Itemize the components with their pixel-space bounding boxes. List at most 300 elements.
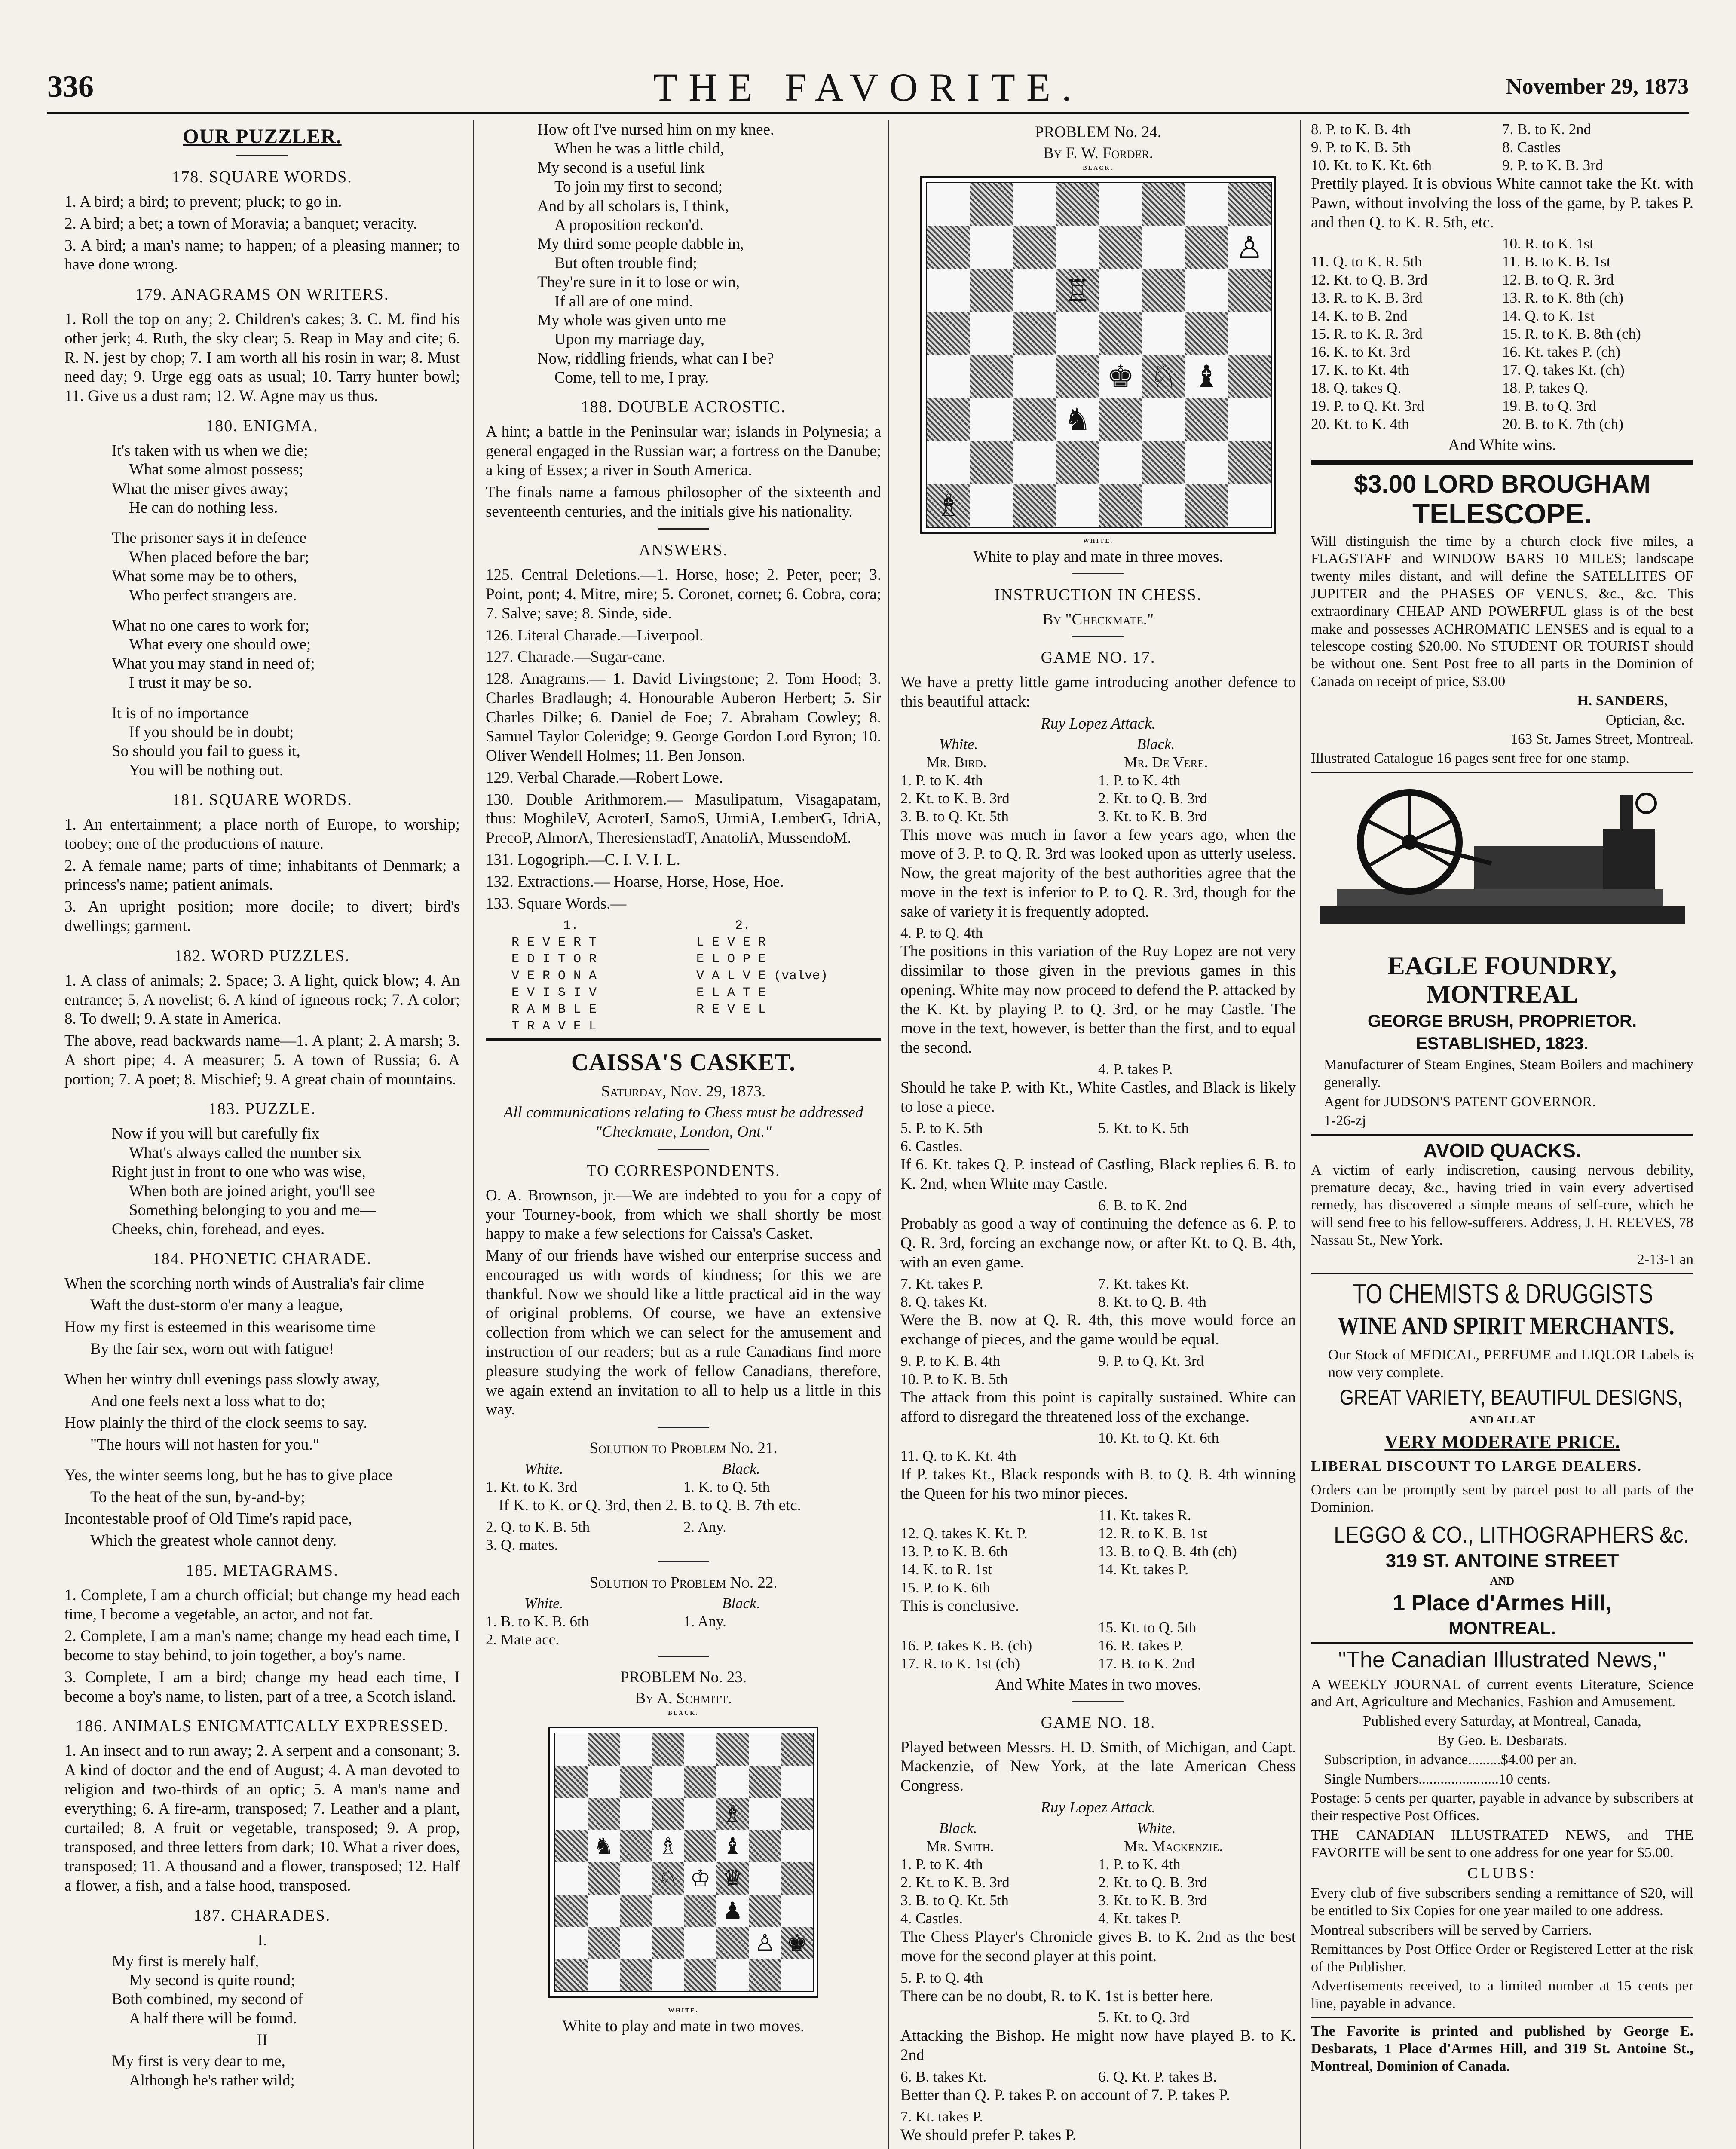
move-row xyxy=(486,1613,881,1631)
verse-line: Right just in front to one who was wise, xyxy=(112,1163,366,1181)
board-square xyxy=(1228,226,1271,269)
move-row xyxy=(900,1506,1296,1525)
answer-item: 128. Anagrams.— 1. David Livingstone; 2. Tom Hood; 3. Charles Bradlaugh; 4. Honourable Auberon Herbert; 5. Sir Charles Dilke; 6. Daniel de Foe; 7. Abraham Cowley; 8. Samuel Taylor Coleridge; 9. George Gordon Lord Byron; 10. Oliver Wendell Holmes; 11. Ben Jonson. xyxy=(486,670,881,765)
chess-board xyxy=(554,1733,814,1992)
verse-line: Now if you will but carefully fix xyxy=(112,1125,319,1143)
board-square xyxy=(1056,226,1099,269)
verse-line: What some almost possess; xyxy=(129,461,303,479)
white-move: 14. K. to B. 2nd xyxy=(1311,307,1408,324)
verse-line: Upon my marriage day, xyxy=(554,331,704,349)
black-move: 4. P. takes P. xyxy=(1098,1060,1173,1078)
white-move: 10. P. to K. B. 5th xyxy=(900,1370,1008,1387)
white-move: 8. P. to K. B. 4th xyxy=(1311,121,1411,138)
board-square xyxy=(1013,269,1056,312)
white-move: 8. Q. takes Kt. xyxy=(900,1293,988,1310)
board-square xyxy=(1099,355,1142,398)
ad-line: THE CANADIAN ILLUSTRATED NEWS, and THE FAVORITE will be sent to one address for one year for $5.00. xyxy=(1311,1827,1693,1861)
move-row xyxy=(900,1119,1296,1137)
divider xyxy=(658,1427,709,1428)
white-move: 1. B. to K. B. 6th xyxy=(486,1613,589,1630)
black-move: 17. B. to K. 2nd xyxy=(1098,1655,1195,1672)
white-move: 2. Kt. to K. B. 3rd xyxy=(900,790,1010,807)
board-square xyxy=(716,1766,749,1798)
black-move: 11. B. to K. B. 1st xyxy=(1502,253,1611,270)
divider xyxy=(1072,636,1124,637)
move-row xyxy=(900,1969,1296,1987)
black-move: 6. Q. Kt. P. takes B. xyxy=(1098,2068,1217,2085)
black-move: 13. B. to Q. B. 4th (ch) xyxy=(1098,1543,1237,1560)
board-square xyxy=(749,1862,781,1895)
move-row xyxy=(900,2008,1296,2027)
white-move: 5. P. to K. 5th xyxy=(900,1120,983,1137)
verse-line: My first is very dear to me, xyxy=(112,2052,285,2070)
board-square xyxy=(781,1766,813,1798)
ad-line: AND ALL AT xyxy=(1469,1414,1535,1427)
verse-line: When the scorching north winds of Australia's fair clime xyxy=(64,1274,424,1292)
black-move: 14. Kt. takes P. xyxy=(1098,1561,1188,1578)
chess-section-title: CAISSA'S CASKET. xyxy=(486,1038,881,1076)
board-square xyxy=(781,1895,813,1927)
verse-line: Which the greatest whole cannot deny. xyxy=(90,1532,337,1550)
correspondence-text: Many of our friends have wished our enterprise success and encouraged us with words of kindness; for this we are thankful. Now we should like a little practical aid in the way of original problems. Of course, we have an extensive collection from which we can select for the amusement and instruction of our readers; but as a rule Canadians find more pleasure studying the work of fellow Canadians, therefore, we again extend an invitation to all to help us a little in this way. xyxy=(486,1247,881,1419)
board-square xyxy=(684,1959,716,1991)
problem-title: PROBLEM No. 24. xyxy=(1035,123,1161,141)
verse-line: How plainly the third of the clock seems to say. xyxy=(64,1414,367,1432)
board-square xyxy=(1142,312,1185,355)
black-move: 20. B. to K. 7th (ch) xyxy=(1502,416,1623,433)
game-head xyxy=(900,735,1296,753)
verse-line: My second is quite round; xyxy=(129,1971,295,1989)
black-player: Mr. De Vere. xyxy=(1124,753,1208,771)
move-row xyxy=(1311,138,1693,156)
answer-item: 126. Literal Charade.—Liverpool. xyxy=(486,626,704,644)
board-square xyxy=(652,1927,684,1959)
chess-diagram-23 xyxy=(548,1727,818,1998)
verse-line: They're sure in it to lose or win, xyxy=(537,273,740,291)
ad-body: Manufacturer of Steam Engines, Steam Boilers and machinery generally. xyxy=(1324,1057,1693,1090)
ad-agent: Agent for JUDSON'S PATENT GOVERNOR. xyxy=(1324,1093,1596,1110)
black-move: 14. Q. to K. 1st xyxy=(1502,307,1595,324)
white-label: WHITE. xyxy=(1083,538,1114,545)
white-move: 13. R. to K. B. 3rd xyxy=(1311,289,1423,306)
square-row: R E V E L xyxy=(696,1002,766,1017)
square-row: E L A T E xyxy=(696,986,766,1001)
verse-line: If all are of one mind. xyxy=(554,292,693,310)
board-square xyxy=(1013,183,1056,226)
black-move: 15. R. to K. B. 8th (ch) xyxy=(1502,325,1641,343)
board-square xyxy=(781,1830,813,1862)
board-square xyxy=(1185,441,1228,484)
board-square xyxy=(1228,398,1271,441)
board-square xyxy=(1228,269,1271,312)
board-square xyxy=(1099,312,1142,355)
problem-title: PROBLEM No. 23. xyxy=(620,1668,747,1686)
move-row xyxy=(900,1561,1296,1579)
white-move: 2. Q. to K. B. 5th xyxy=(486,1518,590,1535)
board-square xyxy=(927,484,970,527)
answers-title: ANSWERS. xyxy=(639,541,728,560)
verse-line: "The hours will not hasten for you." xyxy=(90,1436,319,1454)
verse-line: He can do nothing less. xyxy=(129,499,278,517)
divider xyxy=(1072,1701,1124,1702)
board-square xyxy=(684,1895,716,1927)
verse xyxy=(64,1952,460,2029)
board-square xyxy=(927,312,970,355)
problem-author: By A. Schmitt. xyxy=(635,1689,732,1707)
ad-quacks xyxy=(1311,1140,1693,1268)
black-move: 10. Kt. to Q. Kt. 6th xyxy=(1098,1430,1219,1447)
board-square xyxy=(652,1830,684,1862)
board-square xyxy=(1099,398,1142,441)
ad-address: 163 St. James Street, Montreal. xyxy=(1510,731,1693,747)
puzzle-title: 182. WORD PUZZLES. xyxy=(174,946,350,965)
verse-line: To the heat of the sun, by-and-by; xyxy=(90,1488,305,1506)
move-row xyxy=(1311,397,1693,415)
game-players xyxy=(900,1837,1296,1855)
annotation: Attacking the Bishop. He might now have played B. to K. 2nd xyxy=(900,2027,1296,2064)
board-square xyxy=(652,1798,684,1830)
white-move: 19. P. to Q. Kt. 3rd xyxy=(1311,398,1424,415)
answer-item: 129. Verbal Charade.—Robert Lowe. xyxy=(486,768,723,787)
black-move: 2. Kt. to Q. B. 3rd xyxy=(1098,790,1207,807)
board-square xyxy=(588,1798,620,1830)
black-move: 15. Kt. to Q. 5th xyxy=(1098,1619,1197,1636)
white-move: 17. R. to K. 1st (ch) xyxy=(900,1655,1020,1672)
board-square xyxy=(1142,269,1185,312)
board-square xyxy=(970,183,1013,226)
ad-line: AND xyxy=(1490,1574,1515,1587)
divider xyxy=(658,1561,709,1562)
chess-piece-icon: ♛ xyxy=(722,1864,743,1892)
column-rule xyxy=(1300,120,1301,2149)
board-square xyxy=(781,1798,813,1830)
board-square xyxy=(1228,183,1271,226)
black-move: 12. R. to K. B. 1st xyxy=(1098,1525,1207,1542)
board-square xyxy=(588,1830,620,1862)
divider xyxy=(658,1656,709,1657)
board-square xyxy=(620,1895,652,1927)
puzzle-item: 1. A bird; a bird; to prevent; pluck; to go in. xyxy=(64,193,342,211)
white-move: 3. B. to Q. Kt. 5th xyxy=(900,808,1009,825)
problem-caption: White to play and mate in two moves. xyxy=(562,2017,805,2035)
square-row: L E V E R xyxy=(696,935,766,950)
white-move: 12. Q. takes K. Kt. P. xyxy=(900,1525,1028,1542)
ad-title: WINE AND SPIRIT MERCHANTS. xyxy=(1338,1312,1675,1340)
column-advertisements xyxy=(1311,120,1693,2149)
black-move: 2. Kt. to Q. B. 3rd xyxy=(1098,1873,1207,1891)
white-move: 2. Mate acc. xyxy=(486,1631,560,1648)
move-row xyxy=(900,1293,1296,1311)
verse-line: I trust it may be so. xyxy=(129,674,252,692)
white-move: 18. Q. takes Q. xyxy=(1311,380,1401,397)
verse-line: It's taken with us when we die; xyxy=(112,441,308,459)
game-result: And White wins. xyxy=(1448,436,1556,454)
part-number: I. xyxy=(257,1931,267,1949)
black-move xyxy=(1098,1370,1296,1388)
verse-line: When he was a little child, xyxy=(554,140,724,158)
verse-line: So should you fail to guess it, xyxy=(112,742,300,760)
board-square xyxy=(1099,226,1142,269)
black-move: 19. B. to Q. 3rd xyxy=(1502,398,1596,415)
black-label: Black. xyxy=(722,1595,760,1612)
board-square xyxy=(970,441,1013,484)
move-row xyxy=(1311,361,1693,379)
ad-line: Subscription, in advance.........$4.00 per an. xyxy=(1324,1751,1577,1768)
black-move: 7. Kt. takes Kt. xyxy=(1098,1275,1189,1292)
move-row xyxy=(900,1855,1296,1873)
column-puzzler xyxy=(64,120,460,2149)
annotation: If P. takes Kt., Black responds with B. to Q. B. 4th winning the Queen for his two minor pieces. xyxy=(900,1466,1296,1503)
move-row xyxy=(1311,307,1693,325)
instruction-title: INSTRUCTION IN CHESS. xyxy=(994,586,1202,604)
board-square xyxy=(781,1959,813,1991)
game-result: And White Mates in two moves. xyxy=(995,1675,1202,1693)
move-row xyxy=(1311,379,1693,397)
solution-title: Solution to Problem No. 21. xyxy=(589,1439,778,1457)
white-move xyxy=(900,1506,1098,1525)
move-row xyxy=(900,771,1296,790)
white-move xyxy=(900,1429,1098,1447)
puzzle-title: 187. CHARADES. xyxy=(193,1906,331,1925)
ad-title: TELESCOPE. xyxy=(1412,498,1592,530)
square-row: E L O P E xyxy=(696,952,766,967)
ad-telescope xyxy=(1311,471,1693,768)
move-row xyxy=(900,1873,1296,1892)
move-row xyxy=(900,2068,1296,2086)
problem-author: By F. W. Forder. xyxy=(1043,144,1154,162)
board-square xyxy=(749,1798,781,1830)
move-row xyxy=(900,1525,1296,1543)
verse-line: What the miser gives away; xyxy=(112,480,288,498)
board-square xyxy=(927,398,970,441)
verse-line: What no one cares to work for; xyxy=(112,617,310,635)
board-square xyxy=(1185,312,1228,355)
white-move: 16. K. to Kt. 3rd xyxy=(1311,343,1410,361)
game-head xyxy=(900,1819,1296,1837)
square-2: 2. L E V E R E L O P E V A L V E (valve) E L A T E R E V E L xyxy=(696,918,881,1035)
game-intro: We have a pretty little game introducing another defence to this beautiful attack: xyxy=(900,673,1296,710)
ad-title: $3.00 LORD BROUGHAM xyxy=(1354,470,1650,499)
puzzle-title: 186. ANIMALS ENIGMATICALLY EXPRESSED. xyxy=(76,1717,449,1736)
board-square xyxy=(555,1959,588,1991)
white-move: 1. P. to K. 4th xyxy=(900,1855,983,1873)
board-square xyxy=(1142,398,1185,441)
board-square xyxy=(1099,269,1142,312)
verse-line: My first is merely half, xyxy=(112,1952,259,1970)
move-list xyxy=(900,1352,1296,1388)
black-label: Black. xyxy=(722,1460,760,1478)
page-title: THE FAVORITE. xyxy=(653,65,1083,109)
correspondence-text: O. A. Brownson, jr.—We are indebted to you for a copy of your Tourney-book, from which we shall shortly be most happy to make a few selections for Caissa's Casket. xyxy=(486,1186,881,1243)
board-square xyxy=(716,1927,749,1959)
verse-line: When both are joined aright, you'll see xyxy=(129,1182,375,1200)
black-label: BLACK. xyxy=(1083,165,1114,171)
divider xyxy=(1072,573,1124,574)
correspondents-title: TO CORRESPONDENTS. xyxy=(586,1161,781,1180)
puzzle-item: The above, read backwards name—1. A plant; 2. A marsh; 3. A short pipe; 4. A measurer; 5. A town of Russia; 6. A portion; 7. A poet; 8. Mischief; 9. A great chain of mountains. xyxy=(64,1032,460,1088)
board-square xyxy=(1185,484,1228,527)
puzzle-title: 178. SQUARE WORDS. xyxy=(172,168,352,186)
board-square xyxy=(1013,312,1056,355)
ad-line: LEGGO & CO., LITHOGRAPHERS &c. xyxy=(1334,1522,1689,1548)
chess-piece-icon: ♞ xyxy=(593,1832,614,1860)
puzzle-title: 180. ENIGMA. xyxy=(206,416,318,435)
black-move: 3. Kt. to K. B. 3rd xyxy=(1098,1892,1207,1909)
chess-piece-icon: ♗ xyxy=(934,487,963,523)
board-square xyxy=(588,1959,620,1991)
ad-divider xyxy=(1311,1273,1693,1274)
board-square xyxy=(716,1830,749,1862)
masthead xyxy=(47,64,1689,114)
puzzle-title: 179. ANAGRAMS ON WRITERS. xyxy=(135,285,389,304)
annotation: The Chess Player's Chronicle gives B. to K. 2nd as the best move for the second player at this point. xyxy=(900,1928,1296,1965)
board-square xyxy=(927,183,970,226)
verse-line: Cheeks, chin, forehead, and eyes. xyxy=(112,1220,325,1238)
board-square xyxy=(1056,312,1099,355)
problem-caption: White to play and mate in three moves. xyxy=(973,548,1223,566)
ad-line: LIBERAL DISCOUNT TO LARGE DEALERS. xyxy=(1311,1458,1642,1474)
chess-piece-icon: ♔ xyxy=(690,1864,711,1892)
imprint: The Favorite is printed and published by George E. Desbarats, 1 Place d'Armes Hill, and 319 St. Antoine St., Montreal, Dominion of Canada. xyxy=(1311,2023,1693,2074)
annotation: Better than Q. P. takes P. on account of 7. P. takes P. xyxy=(900,2086,1230,2104)
ad-line: VERY MODERATE PRICE. xyxy=(1384,1431,1620,1453)
white-move: 4. Castles. xyxy=(900,1910,963,1927)
move-row xyxy=(1311,271,1693,289)
move-list xyxy=(900,1619,1296,1673)
board-square xyxy=(781,1862,813,1895)
verse-line: Waft the dust-storm o'er many a league, xyxy=(90,1296,343,1314)
ad-line: Advertisements received, to a limited number at 15 cents per line, payable in advance. xyxy=(1311,1978,1693,2012)
white-move: 17. K. to Kt. 4th xyxy=(1311,361,1409,379)
board-square xyxy=(1056,441,1099,484)
board-square xyxy=(555,1798,588,1830)
board-square xyxy=(1142,183,1185,226)
board-square xyxy=(1056,183,1099,226)
annotation: We should prefer P. takes P. xyxy=(900,2126,1077,2144)
white-move: 2. Kt. to K. B. 3rd xyxy=(900,1873,1010,1891)
board-square xyxy=(1185,183,1228,226)
first-label: Black. xyxy=(939,1819,977,1837)
white-label: White. xyxy=(939,735,978,753)
white-move: 11. Q. to K. Kt. 4th xyxy=(900,1448,1016,1465)
board-square xyxy=(927,441,970,484)
board-square xyxy=(684,1862,716,1895)
verse-line: How oft I've nursed him on my knee. xyxy=(537,121,775,138)
chess-piece-icon: ♙ xyxy=(1235,230,1264,266)
ad-line: Montreal subscribers will be served by Carriers. xyxy=(1311,1922,1592,1938)
chess-piece-icon: ♚ xyxy=(1106,358,1135,395)
puzzle-title: 181. SQUARE WORDS. xyxy=(172,791,352,809)
column-chess-games xyxy=(900,120,1296,2149)
verse-line: My second is a useful link xyxy=(537,159,705,177)
move-row xyxy=(900,1619,1296,1637)
board-square xyxy=(620,1830,652,1862)
white-move: 14. K. to R. 1st xyxy=(900,1561,992,1578)
board-square xyxy=(684,1733,716,1766)
square-row: V A L V E (valve) xyxy=(696,969,828,984)
ad-line: Remittances by Post Office Order or Registered Letter at the risk of the Publisher. xyxy=(1311,1941,1693,1975)
chess-piece-icon: ♝ xyxy=(722,1832,743,1860)
white-move: 3. Q. mates. xyxy=(486,1536,558,1553)
verse-line: You will be nothing out. xyxy=(129,761,284,779)
chess-piece-icon: ♟ xyxy=(722,1897,743,1924)
puzzle-item: 1. Complete, I am a church official; but change my head each time, I become a vegetable, an actor, and not fat. xyxy=(64,1586,460,1623)
ad-line: 1 Place d'Armes Hill, xyxy=(1393,1590,1612,1616)
verse-line: What you may stand in need of; xyxy=(112,655,315,673)
annotation: There can be no doubt, R. to K. 1st is better here. xyxy=(900,1987,1214,2005)
board-square xyxy=(970,355,1013,398)
annotation: The attack from this point is capitally sustained. White can afford to disregard the threatened loss of the exchange. xyxy=(900,1388,1296,1426)
verse-line: Incontestable proof of Old Time's rapid pace, xyxy=(64,1510,352,1528)
board-square xyxy=(620,1798,652,1830)
puzzle-title: 185. METAGRAMS. xyxy=(186,1561,339,1580)
square-row: E D I T O R xyxy=(511,952,597,967)
chess-piece-icon: ♗ xyxy=(722,1800,743,1828)
square-row: R E V E R T xyxy=(511,935,597,950)
black-move: 12. B. to Q. R. 3rd xyxy=(1502,271,1614,288)
chess-piece-icon: ♝ xyxy=(1192,358,1221,395)
board-square xyxy=(588,1927,620,1959)
black-move: 1. Any. xyxy=(683,1613,726,1630)
ad-body: Our Stock of MEDICAL, PERFUME and LIQUOR Labels is now very complete. xyxy=(1328,1347,1693,1381)
board-square xyxy=(555,1862,588,1895)
move-list xyxy=(900,1855,1296,1928)
board-square xyxy=(781,1927,813,1959)
board-square xyxy=(555,1895,588,1927)
chess-piece-icon: ♚ xyxy=(787,1929,808,1956)
white-move: 9. P. to K. B. 5th xyxy=(1311,139,1411,156)
chess-piece-icon: ♙ xyxy=(754,1929,775,1956)
square-1: 1. R E V E R T E D I T O R V E R O N A E V I S I V R A M B L E T R A V E L xyxy=(511,918,696,1035)
black-move: 3. Kt. to K. B. 3rd xyxy=(1098,808,1207,825)
board-square xyxy=(1056,484,1099,527)
verse-line: Something belonging to you and me— xyxy=(129,1201,376,1219)
board-square xyxy=(652,1959,684,1991)
board-square xyxy=(1056,269,1099,312)
chess-piece-icon: ♘ xyxy=(1149,358,1178,395)
annotation: This move was much in favor a few years ago, when the move of 3. P. to Q. R. 3rd was looked upon as utterly useless. Now, the great majority of the best authorities agree that the move in the text is inferior to P. to Q. R. 3rd, though for the sake of variety it is frequently adopted. xyxy=(900,826,1296,921)
ad-line: Published every Saturday, at Montreal, Canada, xyxy=(1363,1713,1641,1730)
move-row xyxy=(900,1447,1296,1465)
white-move: 10. Kt. to K. Kt. 6th xyxy=(1311,157,1432,174)
board-square xyxy=(1185,226,1228,269)
verse xyxy=(64,1124,460,1239)
chess-diagram-24 xyxy=(920,176,1276,534)
ad-name: H. SANDERS, xyxy=(1577,692,1668,709)
verse-line: Both combined, my second of xyxy=(112,1990,303,2008)
white-label: White. xyxy=(524,1595,563,1612)
ad-ref: 1-26-zj xyxy=(1324,1113,1366,1129)
black-move: 6. B. to K. 2nd xyxy=(1098,1197,1188,1214)
board-square xyxy=(970,484,1013,527)
board-square xyxy=(588,1862,620,1895)
board-square xyxy=(555,1766,588,1798)
game-intro: Played between Messrs. H. D. Smith, of Michigan, and Capt. Mackenzie, of New York, at the late American Chess Congress. xyxy=(900,1738,1296,1795)
verse-line: How my first is esteemed in this wearisome time xyxy=(64,1318,376,1336)
ad-line: MONTREAL. xyxy=(1448,1618,1556,1638)
move-row xyxy=(900,1655,1296,1673)
move-row xyxy=(900,1892,1296,1910)
board-square xyxy=(620,1766,652,1798)
move-list xyxy=(900,771,1296,826)
board-square xyxy=(1185,398,1228,441)
move-row xyxy=(900,1637,1296,1655)
chess-piece-icon: ♖ xyxy=(1063,272,1092,309)
board-square xyxy=(684,1766,716,1798)
puzzle-text: The finals name a famous philosopher of the sixteenth and seventeenth centuries, and the initials give his nationality. xyxy=(486,483,881,520)
move-row xyxy=(1311,343,1693,361)
verse-line: Now, riddling friends, what can I be? xyxy=(537,349,774,367)
